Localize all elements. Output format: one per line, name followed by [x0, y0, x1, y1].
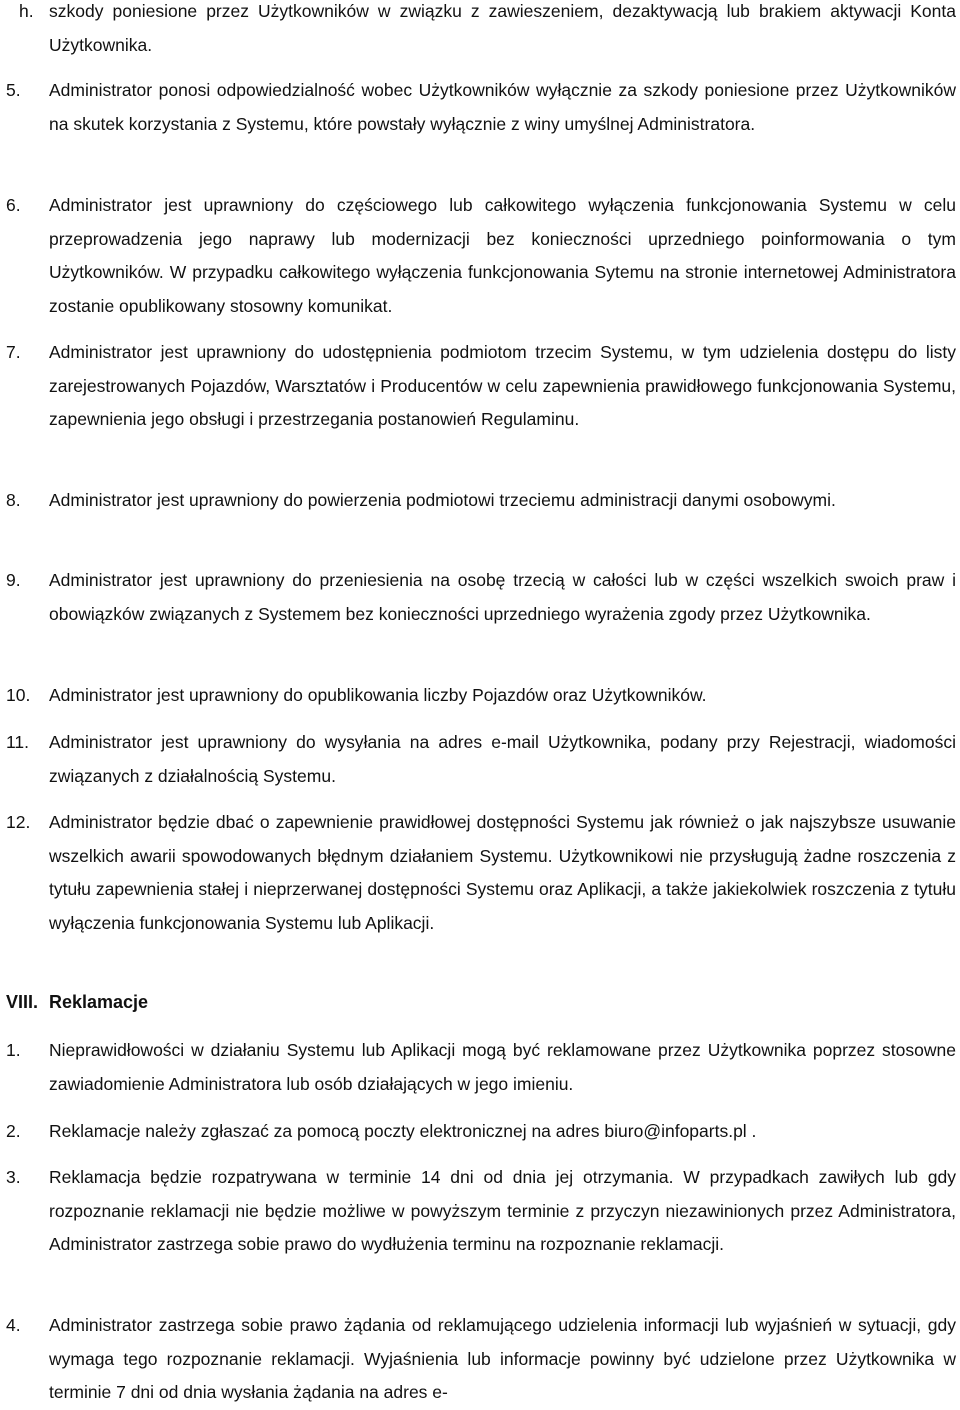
- section-heading: [6, 986, 148, 1020]
- list-item-h: [0, 0, 958, 62]
- item-text: Administrator ponosi odpowiedzialność wobec Użytkowników wyłącznie za szkody poniesione przez Użytkowników na skutek korzystania z Systemu, które powstały wyłącznie z winy umyślnej Administratora.: [49, 80, 956, 134]
- item-text: szkody poniesione przez Użytkowników w związku z zawieszeniem, dezaktywacją lub brakiem aktywacji Konta Użytkownika.: [49, 1, 956, 55]
- list-item-5: [0, 74, 958, 141]
- list-item-9: [0, 564, 958, 631]
- item-number: 6.: [6, 195, 21, 215]
- list-item-8: [0, 484, 958, 518]
- item-number: 1.: [6, 1040, 21, 1060]
- item-text: Administrator jest uprawniony do przeniesienia na osobę trzecią w całości lub w części wszelkich swoich praw i obowiązków związanych z Systemem bez konieczności uprzedniego wyrażenia zgody przez Użytkownika.: [49, 570, 956, 624]
- list-item-7: [0, 336, 958, 437]
- item-number: 11.: [6, 732, 30, 752]
- item-number: 9.: [6, 570, 21, 590]
- item-number: h.: [19, 1, 34, 21]
- item-text: Administrator jest uprawniony do częściowego lub całkowitego wyłączenia funkcjonowania Systemu w celu przeprowadzenia jego naprawy lub modernizacji bez konieczności uprzedniego poinformowania o tym Użytkowników. W przypadku całkowitego wyłączenia funkcjonowania Sytemu na stronie internetowej Administratora zostanie opublikowany stosowny komunikat.: [49, 195, 956, 316]
- section-title: Reklamacje: [49, 992, 149, 1012]
- item-text: Reklamacja będzie rozpatrywana w terminie 14 dni od dnia jej otrzymania. W przypadkach zawiłych lub gdy rozpoznanie reklamacji nie będzie możliwe w powyższym terminie z przyczyn niezawinionych przez Administratora, Administrator zastrzega sobie prawo do wydłużenia terminu na rozpoznanie reklamacji.: [49, 1167, 956, 1254]
- section-number: VIII.: [6, 992, 39, 1012]
- item-number: 2.: [6, 1121, 21, 1141]
- item-number: 7.: [6, 342, 21, 362]
- item-number: 8.: [6, 490, 21, 510]
- item-text: Administrator jest uprawniony do opublikowania liczby Pojazdów oraz Użytkowników.: [49, 685, 707, 705]
- item-number: 4.: [6, 1315, 21, 1335]
- list-item-11: [0, 726, 958, 793]
- list-item-10: [0, 679, 958, 713]
- item-number: 3.: [6, 1167, 21, 1187]
- item-number: 12.: [6, 812, 31, 832]
- reklamacje-item-2: [0, 1115, 958, 1149]
- item-text: Administrator jest uprawniony do wysyłania na adres e-mail Użytkownika, podany przy Rejestracji, wiadomości związanych z działalnością Systemu.: [49, 732, 956, 786]
- list-item-6: [0, 189, 958, 323]
- item-number: 10.: [6, 685, 31, 705]
- item-text: Administrator jest uprawniony do powierzenia podmiotowi trzeciemu administracji danymi osobowymi.: [49, 490, 836, 510]
- item-text: Nieprawidłowości w działaniu Systemu lub Aplikacji mogą być reklamowane przez Użytkownika poprzez stosowne zawiadomienie Administratora lub osób działających w jego imieniu.: [49, 1040, 956, 1094]
- item-text: Administrator będzie dbać o zapewnienie prawidłowej dostępności Systemu jak również o jak najszybsze usuwanie wszelkich awarii spowodowanych błędnym działaniem Systemu. Użytkownikowi nie przysługują żadne roszczenia z tytułu zapewnienia stałej i nieprzerwanej dostępności Systemu oraz Aplikacji, a także jakiekolwiek roszczenia z tytułu wyłączenia funkcjonowania Systemu lub Aplikacji.: [49, 812, 956, 933]
- item-text: Reklamacje należy zgłaszać za pomocą poczty elektronicznej na adres biuro@infoparts.pl .: [49, 1121, 757, 1141]
- reklamacje-item-4: [0, 1309, 958, 1410]
- list-item-12: [0, 806, 958, 940]
- item-text: Administrator jest uprawniony do udostępnienia podmiotom trzecim Systemu, w tym udzielenia dostępu do listy zarejestrowanych Pojazdów, Warsztatów i Producentów w celu zapewnienia prawidłowego funkcjonowania Systemu, zapewnienia jego obsługi i przestrzegania postanowień Regulaminu.: [49, 342, 956, 429]
- reklamacje-item-1: [0, 1034, 958, 1101]
- item-number: 5.: [6, 80, 21, 100]
- item-text: Administrator zastrzega sobie prawo żądania od reklamującego udzielenia informacji lub wyjaśnień w sytuacji, gdy wymaga tego rozpoznanie reklamacji. Wyjaśnienia lub informacje powinny być udzielone przez Użytkownika w terminie 7 dni od dnia wysłania żądania na adres e-: [49, 1315, 956, 1402]
- reklamacje-item-3: [0, 1161, 958, 1262]
